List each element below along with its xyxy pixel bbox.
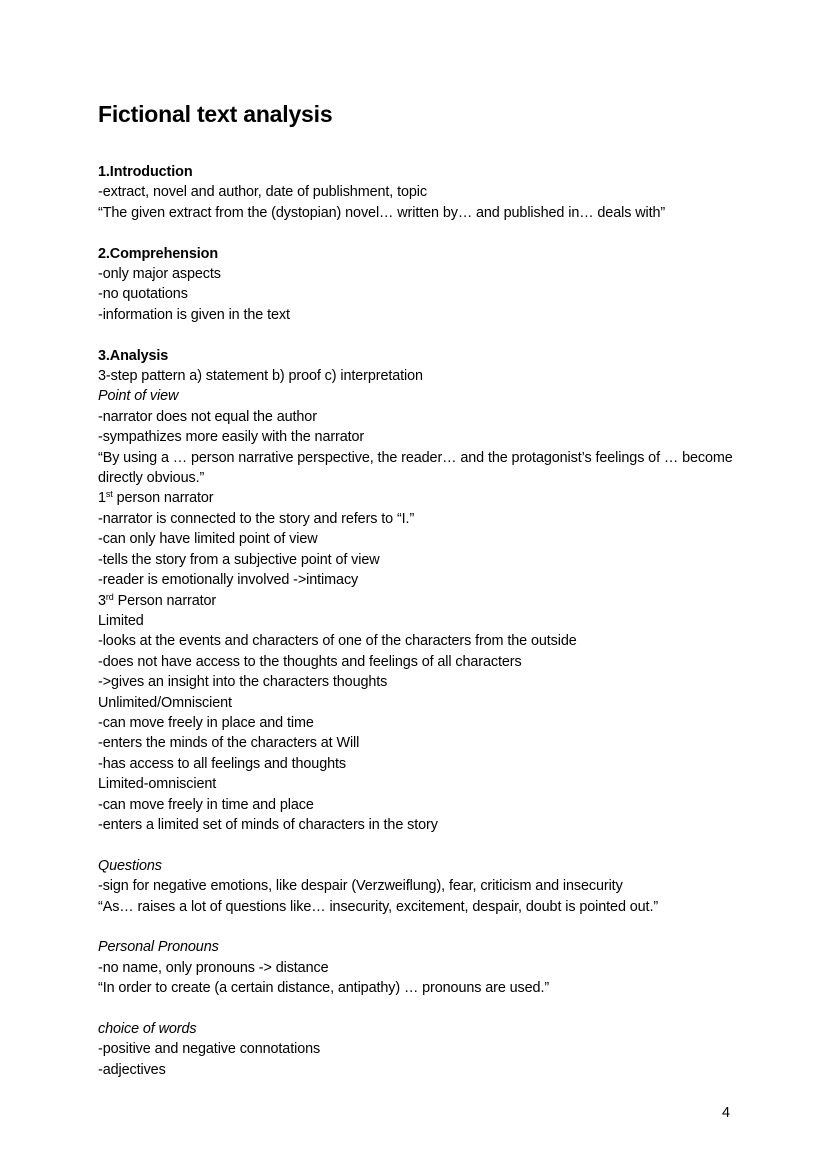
text-line: -can only have limited point of view — [98, 531, 318, 548]
ordinal-suffix: rd — [105, 591, 114, 602]
text-line: -only major aspects — [98, 266, 221, 283]
quote-line: “By using a … person narrative perspective, the reader… and the protagonist’s feelings of … become directly obvious.” — [98, 449, 733, 487]
ordinal-suffix: st — [105, 489, 113, 500]
limited-label: Limited — [98, 612, 144, 629]
text-line: -no name, only pronouns -> distance — [98, 959, 329, 976]
text-line: -adjectives — [98, 1061, 166, 1078]
subheading-questions: Questions — [98, 857, 162, 874]
text-line: -narrator does not equal the author — [98, 408, 317, 425]
section-introduction — [98, 162, 758, 223]
text-line: -does not have access to the thoughts and feelings of all characters — [98, 653, 522, 670]
subheading-point-of-view: Point of view — [98, 388, 179, 405]
heading-label: Person narrator — [113, 592, 217, 609]
ordinal-number: 3 — [98, 592, 106, 609]
text-line: “The given extract from the (dystopian) novel… written by… and published in… deals with” — [98, 204, 666, 221]
text-line: 3-step pattern a) statement b) proof c) interpretation — [98, 368, 423, 385]
limited-omniscient-label: Limited-omniscient — [98, 776, 217, 793]
text-line: -narrator is connected to the story and refers to “I.” — [98, 510, 415, 527]
third-person-heading — [98, 591, 758, 611]
subheading-choice-of-words: choice of words — [98, 1020, 197, 1037]
text-line: -positive and negative connotations — [98, 1041, 321, 1058]
text-line: -sympathizes more easily with the narrator — [98, 429, 365, 446]
text-line: -looks at the events and characters of one of the characters from the outside — [98, 633, 577, 650]
section-choice-of-words — [98, 1019, 758, 1080]
omniscient-label: Unlimited/Omniscient — [98, 694, 232, 711]
text-line: -enters the minds of the characters at Will — [98, 735, 360, 752]
section-heading: 3.Analysis — [98, 347, 169, 364]
first-person-heading — [98, 488, 758, 508]
section-comprehension — [98, 244, 758, 326]
text-line: ->gives an insight into the characters thoughts — [98, 674, 388, 691]
document-page — [98, 98, 758, 1080]
text-line: -tells the story from a subjective point of view — [98, 551, 380, 568]
section-heading: 1.Introduction — [98, 164, 193, 180]
quote-line: “As… raises a lot of questions like… insecurity, excitement, despair, doubt is pointed out.” — [98, 898, 659, 915]
section-heading: 2.Comprehension — [98, 245, 219, 262]
subheading-personal-pronouns: Personal Pronouns — [98, 939, 219, 956]
text-line: -can move freely in place and time — [98, 714, 314, 731]
section-personal-pronouns — [98, 937, 758, 998]
section-questions — [98, 856, 758, 917]
text-line: -has access to all feelings and thoughts — [98, 755, 346, 772]
page-title: Fictional text analysis — [98, 101, 333, 127]
text-line: -can move freely in time and place — [98, 796, 314, 813]
text-line: -extract, novel and author, date of publishment, topic — [98, 184, 427, 201]
quote-line: “In order to create (a certain distance, antipathy) … pronouns are used.” — [98, 980, 550, 997]
text-line: -information is given in the text — [98, 306, 290, 323]
text-line: -sign for negative emotions, like despair (Verzweiflung), fear, criticism and insecurity — [98, 878, 623, 895]
heading-label: person narrator — [112, 490, 214, 507]
ordinal-number: 1 — [98, 490, 106, 507]
text-line: -enters a limited set of minds of characters in the story — [98, 816, 438, 833]
text-line: -reader is emotionally involved ->intimacy — [98, 572, 359, 589]
section-analysis — [98, 346, 758, 836]
text-line: -no quotations — [98, 286, 188, 303]
page-number: 4 — [721, 1105, 730, 1121]
